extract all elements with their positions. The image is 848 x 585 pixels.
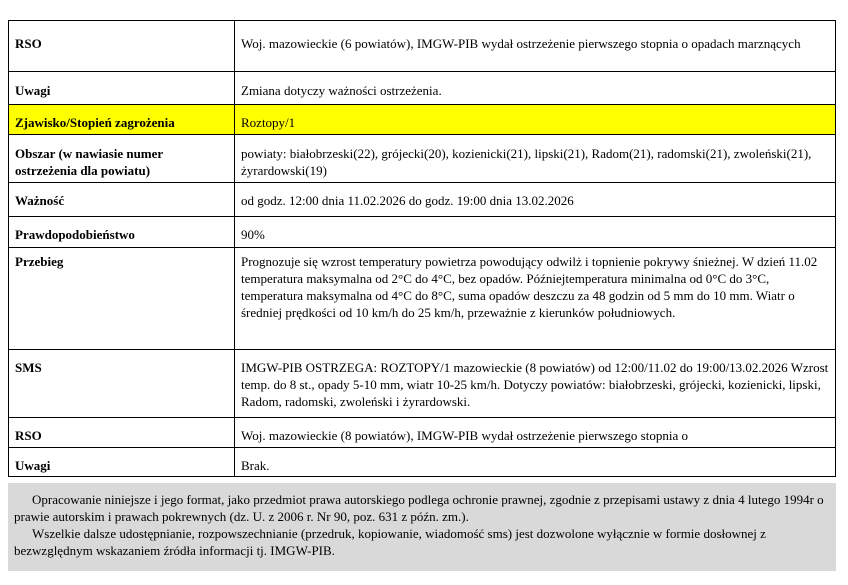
row-label: Uwagi bbox=[9, 448, 235, 477]
row-label: RSO bbox=[9, 418, 235, 448]
row-zjawisko bbox=[9, 105, 836, 135]
row-rso-2 bbox=[9, 418, 836, 448]
row-label: Obszar (w nawiasie numer ostrzeżenia dla powiatu) bbox=[9, 135, 235, 183]
row-prawdopodobienstwo bbox=[9, 217, 836, 248]
row-value: Brak. bbox=[235, 448, 836, 477]
row-label: SMS bbox=[9, 350, 235, 418]
row-przebieg bbox=[9, 248, 836, 350]
row-value: Zmiana dotyczy ważności ostrzeżenia. bbox=[235, 72, 836, 105]
row-value: 90% bbox=[235, 217, 836, 248]
row-value: od godz. 12:00 dnia 11.02.2026 do godz. 19:00 dnia 13.02.2026 bbox=[235, 183, 836, 217]
row-label: Prawdopodobieństwo bbox=[9, 217, 235, 248]
row-waznosc bbox=[9, 183, 836, 217]
row-label: RSO bbox=[9, 21, 235, 72]
row-label: Zjawisko/Stopień zagrożenia bbox=[9, 105, 235, 135]
row-value: Roztopy/1 bbox=[235, 105, 836, 135]
row-uwagi-2 bbox=[9, 448, 836, 477]
row-value: IMGW-PIB OSTRZEGA: ROZTOPY/1 mazowieckie (8 powiatów) od 12:00/11.02 do 19:00/13.02.2026 Wzrost temp. do 8 st., opady 5-10 mm, wiatr 10-25 km/h. Dotyczy powiatów: białobrzeski, grójecki, kozienicki, lipski, Radom, radomski, zwoleński i żyrardowski. bbox=[235, 350, 836, 418]
row-label: Przebieg bbox=[9, 248, 235, 350]
row-obszar bbox=[9, 135, 836, 183]
row-sms bbox=[9, 350, 836, 418]
row-rso bbox=[9, 21, 836, 72]
row-value: Prognozuje się wzrost temperatury powietrza powodujący odwilż i topnienie pokrywy śnieżnej. W dzień 11.02 temperatura maksymalna od 2°C do 4°C, bez opadów. Późniejtemperatura minimalna od 0°C do 3°C, temperatura maksymalna od 4°C do 8°C, suma opadów deszczu za 48 godzin od 5 mm do 10 mm. Wiatr o średniej prędkości od 10 km/h do 25 km/h, przeważnie z kierunków południowych. bbox=[235, 248, 836, 350]
warning-table bbox=[8, 20, 836, 477]
distribution-paragraph: Wszelkie dalsze udostępnianie, rozpowszechnianie (przedruk, kopiowanie, wiadomość sms) jest dozwolone wyłącznie w formie dosłownej z bezwzględnym wskazaniem źródła informacji tj. IMGW-PIB. bbox=[14, 526, 766, 558]
copyright-notice bbox=[8, 483, 836, 571]
copyright-paragraph: Opracowanie niniejsze i jego format, jako przedmiot prawa autorskiego podlega ochronie prawnej, zgodnie z przepisami ustawy z dnia 4 lutego 1994r o prawie autorskim i prawach pokrewnych (dz. U. z 2006 r. Nr 90, poz. 631 z późn. zm.). bbox=[14, 492, 824, 524]
row-uwagi bbox=[9, 72, 836, 105]
row-value: Woj. mazowieckie (6 powiatów), IMGW-PIB wydał ostrzeżenie pierwszego stopnia o opadach marznących bbox=[235, 21, 836, 72]
row-label: Uwagi bbox=[9, 72, 235, 105]
row-value: powiaty: białobrzeski(22), grójecki(20), kozienicki(21), lipski(21), Radom(21), radomski(21), zwoleński(21), żyrardowski(19) bbox=[235, 135, 836, 183]
row-value: Woj. mazowieckie (8 powiatów), IMGW-PIB wydał ostrzeżenie pierwszego stopnia o bbox=[235, 418, 836, 448]
row-label: Ważność bbox=[9, 183, 235, 217]
